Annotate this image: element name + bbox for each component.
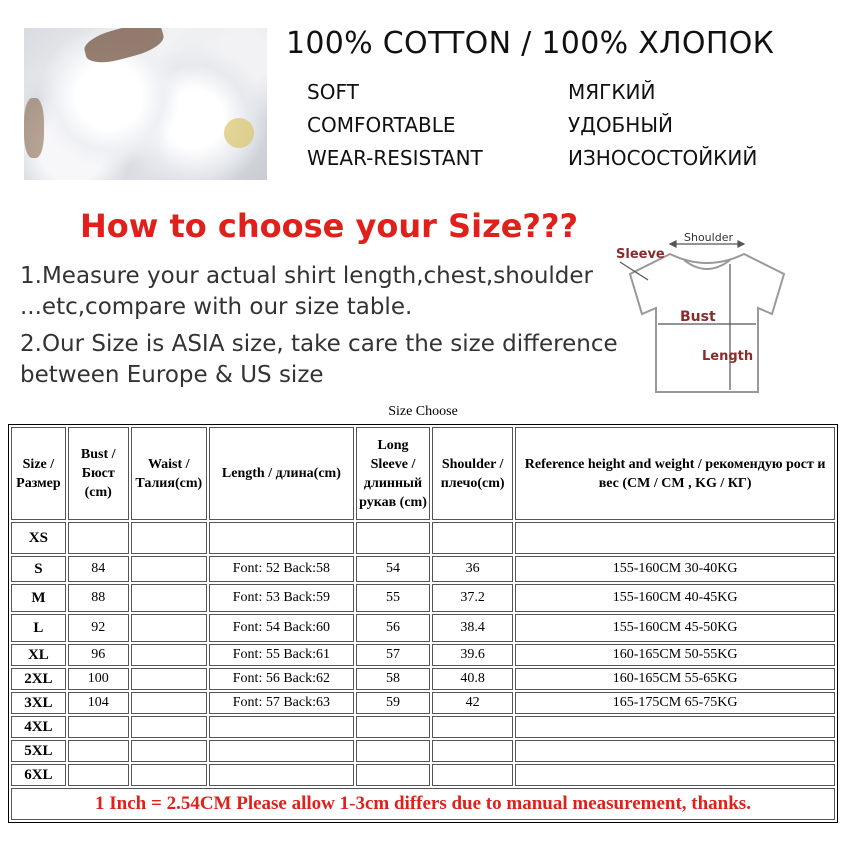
cell-long-sleeve: [356, 522, 430, 554]
table-row: [11, 614, 835, 642]
cotton-seed: [224, 118, 254, 148]
cell-waist: [131, 668, 207, 690]
material-headline: 100% COTTON / 100% ХЛОПОК: [286, 26, 775, 61]
cell-shoulder: 40.8: [432, 668, 513, 690]
cell-size: 5XL: [11, 740, 66, 762]
cell-long-sleeve: [356, 764, 430, 786]
cell-shoulder: 36: [432, 556, 513, 582]
cell-length: [209, 740, 354, 762]
cell-reference: 165-175CM 65-75KG: [515, 692, 835, 714]
cell-bust: [68, 522, 129, 554]
cell-reference: 155-160CM 40-45KG: [515, 584, 835, 612]
instruction-line: 2.Our Size is ASIA size, take care the size difference: [20, 331, 618, 357]
table-caption: Size Choose: [388, 404, 458, 419]
table-row: [11, 522, 835, 554]
sleeve-measure-line: [620, 262, 648, 280]
shoulder-label: Shoulder: [684, 231, 733, 244]
table-row: [11, 668, 835, 690]
cell-size: XL: [11, 644, 66, 666]
cell-size: S: [11, 556, 66, 582]
table-row: [11, 764, 835, 786]
cell-size: 2XL: [11, 668, 66, 690]
cell-bust: 96: [68, 644, 129, 666]
tshirt-measure-diagram: [612, 228, 802, 396]
measurement-note: 1 Inch = 2.54CM Please allow 1-3cm differs due to manual measurement, thanks.: [11, 788, 835, 820]
cell-waist: [131, 692, 207, 714]
cell-reference: 160-165CM 50-55KG: [515, 644, 835, 666]
cell-shoulder: [432, 716, 513, 738]
header-shoulder: Shoulder / плечо(cm): [432, 427, 513, 520]
cell-shoulder: 37.2: [432, 584, 513, 612]
cell-bust: [68, 764, 129, 786]
cell-long-sleeve: [356, 716, 430, 738]
note-row: [11, 788, 835, 820]
cotton-boll-shell: [81, 28, 166, 68]
feature-en: COMFORTABLE: [307, 113, 456, 137]
header-bust: Bust / Бюст (cm): [68, 427, 129, 520]
cell-long-sleeve: 59: [356, 692, 430, 714]
size-guide-title: How to choose your Size???: [80, 207, 579, 245]
cell-length: Font: 54 Back:60: [209, 614, 354, 642]
cell-reference: [515, 764, 835, 786]
instruction-line: between Europe & US size: [20, 362, 324, 388]
cell-reference: [515, 522, 835, 554]
cotton-photo: [24, 28, 267, 180]
cell-size: M: [11, 584, 66, 612]
cell-waist: [131, 556, 207, 582]
cell-long-sleeve: 57: [356, 644, 430, 666]
table-row: [11, 644, 835, 666]
cell-waist: [131, 522, 207, 554]
length-label: Length: [702, 349, 754, 364]
cell-size: XS: [11, 522, 66, 554]
cell-length: [209, 716, 354, 738]
feature-en: WEAR-RESISTANT: [307, 146, 483, 170]
cell-waist: [131, 644, 207, 666]
cell-long-sleeve: 55: [356, 584, 430, 612]
cell-bust: 92: [68, 614, 129, 642]
cell-shoulder: 42: [432, 692, 513, 714]
cell-bust: [68, 716, 129, 738]
cell-length: Font: 55 Back:61: [209, 644, 354, 666]
table-row: [11, 740, 835, 762]
cell-waist: [131, 740, 207, 762]
cell-reference: [515, 716, 835, 738]
table-header-row: [11, 427, 835, 520]
cell-reference: [515, 740, 835, 762]
table-row: [11, 584, 835, 612]
cell-length: Font: 52 Back:58: [209, 556, 354, 582]
header-size: Size / Размер: [11, 427, 66, 520]
cotton-stem: [24, 98, 44, 158]
cell-shoulder: [432, 740, 513, 762]
feature-ru: МЯГКИЙ: [568, 80, 656, 104]
size-table: [8, 424, 838, 823]
cell-bust: 88: [68, 584, 129, 612]
header-reference: Reference height and weight / рекомендую рост и вес (CM / CM , KG / КГ): [515, 427, 835, 520]
cell-waist: [131, 764, 207, 786]
cell-bust: 84: [68, 556, 129, 582]
cell-bust: 104: [68, 692, 129, 714]
instruction-line: 1.Measure your actual shirt length,chest,shoulder: [20, 263, 594, 289]
sleeve-label: Sleeve: [616, 247, 665, 262]
header-long-sleeve: Long Sleeve / длинный рукав (cm): [356, 427, 430, 520]
cell-size: 4XL: [11, 716, 66, 738]
cell-long-sleeve: 58: [356, 668, 430, 690]
table-row: [11, 556, 835, 582]
cell-size: 6XL: [11, 764, 66, 786]
cell-reference: 155-160CM 30-40KG: [515, 556, 835, 582]
cell-reference: 155-160CM 45-50KG: [515, 614, 835, 642]
instruction-line: ...etc,compare with our size table.: [20, 294, 413, 320]
table-row: [11, 716, 835, 738]
feature-en: SOFT: [307, 80, 359, 104]
cell-shoulder: 39.6: [432, 644, 513, 666]
cell-length: Font: 56 Back:62: [209, 668, 354, 690]
cell-length: [209, 764, 354, 786]
cell-long-sleeve: 54: [356, 556, 430, 582]
cell-reference: 160-165CM 55-65KG: [515, 668, 835, 690]
cell-size: 3XL: [11, 692, 66, 714]
cell-length: Font: 53 Back:59: [209, 584, 354, 612]
cell-shoulder: [432, 764, 513, 786]
cell-long-sleeve: [356, 740, 430, 762]
feature-ru: ИЗНОСОСТОЙКИЙ: [568, 146, 758, 170]
cell-shoulder: [432, 522, 513, 554]
cell-waist: [131, 716, 207, 738]
table-row: [11, 692, 835, 714]
cell-shoulder: 38.4: [432, 614, 513, 642]
cell-waist: [131, 614, 207, 642]
cell-waist: [131, 584, 207, 612]
cell-long-sleeve: 56: [356, 614, 430, 642]
cell-length: [209, 522, 354, 554]
feature-ru: УДОБНЫЙ: [568, 113, 673, 137]
bust-label: Bust: [680, 309, 716, 325]
header-length: Length / длина(cm): [209, 427, 354, 520]
cell-bust: 100: [68, 668, 129, 690]
header-waist: Waist / Талия(cm): [131, 427, 207, 520]
cell-size: L: [11, 614, 66, 642]
cell-length: Font: 57 Back:63: [209, 692, 354, 714]
cell-bust: [68, 740, 129, 762]
